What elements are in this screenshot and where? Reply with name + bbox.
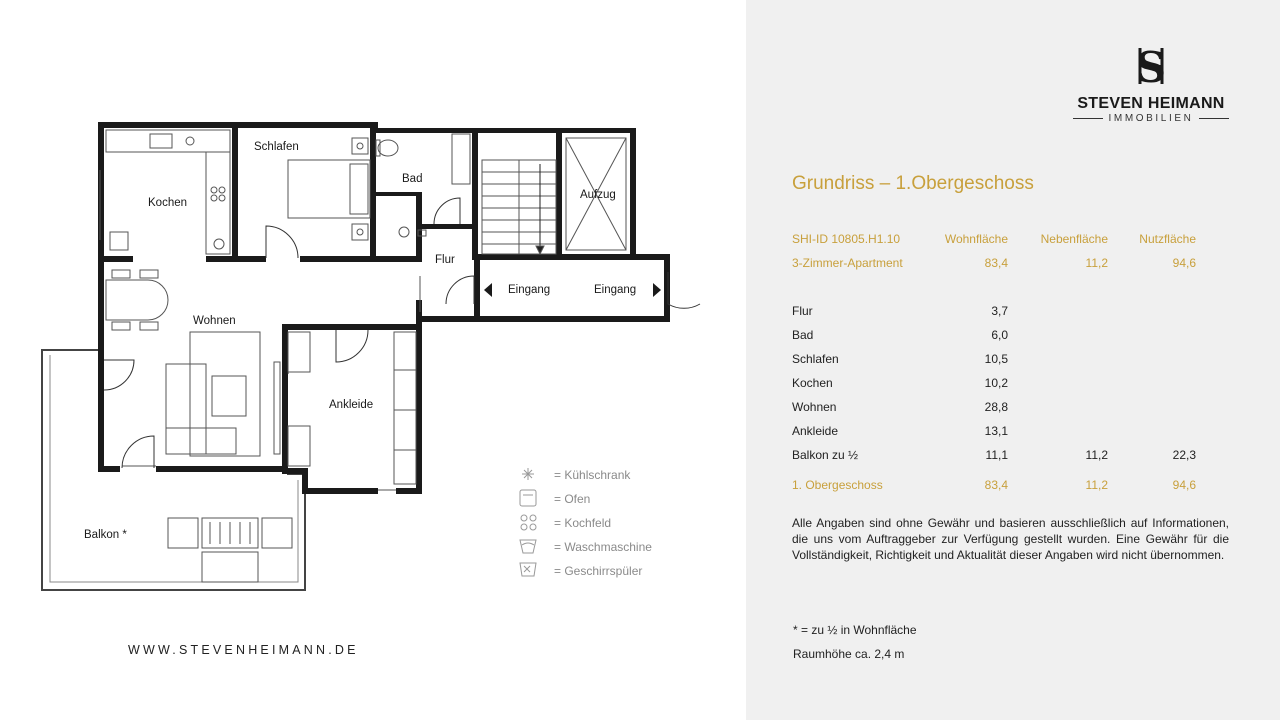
table-row [792,395,1196,419]
brand-sub [1066,113,1236,124]
row-nutz [1108,323,1196,347]
balcony-furniture [168,518,292,582]
row-neben [1008,323,1108,347]
legend [520,468,652,578]
dining-table [106,270,168,330]
row-neben [1008,419,1108,443]
apartment-wohn: 83,4 [984,256,1008,270]
table-row [792,323,1196,347]
stairs [482,160,556,254]
row-wohn: 28,8 [984,400,1008,414]
row-nutz [1108,419,1196,443]
row-wohn: 13,1 [984,424,1008,438]
row-nutz [1108,395,1196,419]
room-label-ankleide: Ankleide [329,399,374,411]
brand-name: STEVEN HEIMANN [1077,95,1225,112]
table-header [792,227,1196,251]
row-neben: 11,2 [1085,448,1108,462]
header-id: SHI-ID 10805.H1.10 [792,232,901,246]
row-nutz: 22,3 [1172,448,1196,462]
table-row [792,419,1196,443]
row-room: Flur [792,304,813,318]
table-row [792,443,1196,467]
table-row [792,347,1196,371]
table-row [792,299,1196,323]
row-wohn: 10,2 [984,376,1008,390]
balkon-note: * = zu ½ in Wohnfläche [793,623,917,637]
room-label-balkon: Balkon * [84,529,127,541]
row-nutz [1108,371,1196,395]
kitchen-fixtures [106,130,230,254]
apartment-type: 3-Zimmer-Apartment [792,256,903,270]
header-nebenflaeche: Nebenfläche [1040,232,1108,246]
svg-text:S: S [1135,44,1167,88]
oven-icon [520,490,536,506]
row-room: Bad [792,328,814,342]
bed [288,138,370,240]
room-label-bad: Bad [402,173,423,185]
room-label-eingang-left: Eingang [508,284,551,296]
legend-label-oven: = Ofen [554,492,591,506]
total-nutz: 94,6 [1172,478,1196,492]
sofa-group [166,332,280,456]
bath-fixtures [376,134,470,237]
header-wohnflaeche: Wohnfläche [944,232,1008,246]
area-table [792,227,1196,497]
dishwasher-icon [520,563,536,576]
room-label-schlafen: Schlafen [254,141,299,153]
total-row [792,473,1196,497]
brand-logo [1066,44,1236,124]
total-label: 1. Obergeschoss [792,478,883,492]
row-wohn: 3,7 [991,304,1008,318]
brand-sub-text: IMMOBILIEN [1108,113,1194,124]
apartment-neben: 11,2 [1085,256,1108,270]
page-title: Grundriss – 1.Obergeschoss [792,173,1034,194]
monogram-icon [1126,44,1176,88]
room-label-wohnen: Wohnen [193,315,236,327]
cooktop-icon [521,515,536,530]
total-neben: 11,2 [1085,478,1108,492]
header-nutzflaeche: Nutzfläche [1139,232,1196,246]
row-neben [1008,347,1108,371]
row-room: Kochen [792,376,833,390]
table-row [792,371,1196,395]
room-label-eingang-right: Eingang [594,284,637,296]
room-label-flur: Flur [435,254,455,266]
room-label-kochen: Kochen [148,197,188,209]
room-label-aufzug: Aufzug [580,189,616,201]
row-wohn: 6,0 [991,328,1008,342]
apartment-nutz: 94,6 [1172,256,1196,270]
row-wohn: 11,1 [985,448,1008,462]
row-nutz [1108,299,1196,323]
disclaimer: Alle Angaben sind ohne Gewähr und basieren ausschließlich auf Informationen, die uns vom Auftraggeber zur Verfügung gestellt wurden. Eine Gewähr für die Vollständigkeit, Richtigkeit und Aktualität dieser Angaben wird nicht übernommen. [792,516,1229,562]
apartment-row [792,251,1196,275]
website-link[interactable]: WWW.STEVENHEIMANN.DE [128,643,359,657]
row-room: Balkon zu ½ [792,448,859,462]
legend-label-cooktop: = Kochfeld [554,516,612,530]
row-neben [1008,371,1108,395]
row-wohn: 10,5 [984,352,1008,366]
fridge-icon [522,468,534,480]
walls [98,122,670,494]
legend-label-washing-machine: = Waschmaschine [554,540,652,554]
total-wohn: 83,4 [984,478,1008,492]
legend-label-dishwasher: = Geschirrspüler [554,564,643,578]
legend-label-fridge: = Kühlschrank [554,468,631,482]
row-neben [1008,299,1108,323]
row-room: Schlafen [792,352,839,366]
row-room: Ankleide [792,424,839,438]
row-neben [1008,395,1108,419]
room-height-note: Raumhöhe ca. 2,4 m [793,647,905,661]
row-room: Wohnen [792,400,837,414]
row-nutz [1108,347,1196,371]
washing-machine-icon [520,540,536,553]
